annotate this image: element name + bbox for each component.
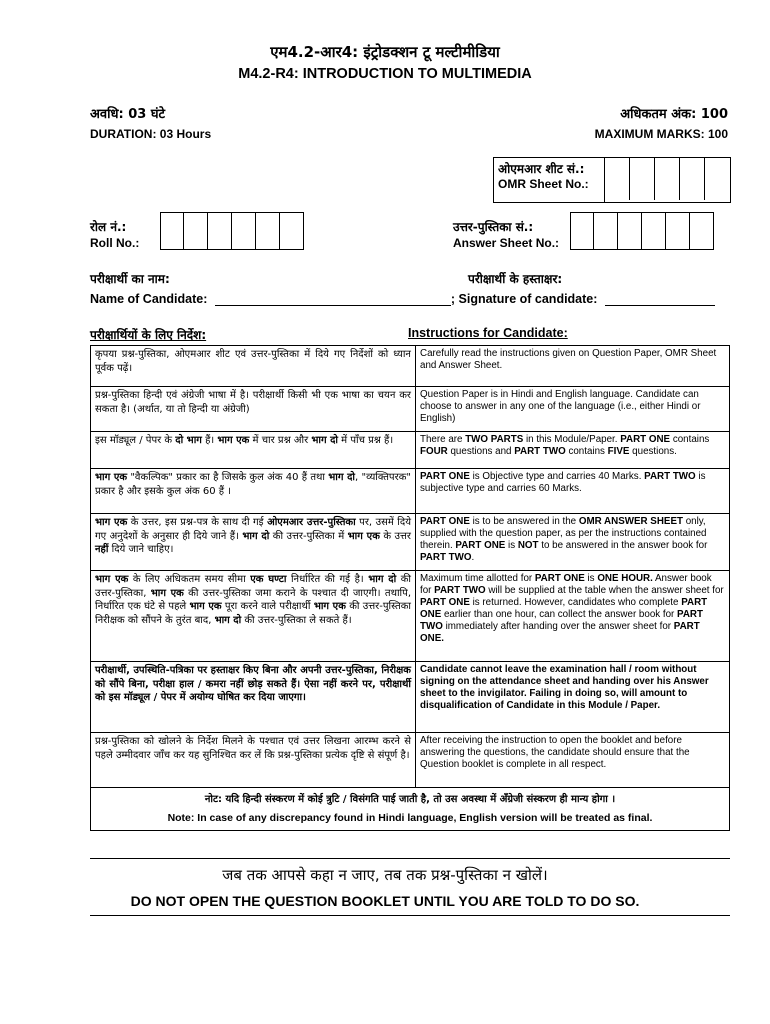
note-english: Note: In case of any discrepancy found in Hindi language, English version will be treated as final. <box>167 811 653 824</box>
omr-sheet-box <box>493 157 731 203</box>
max-marks-english: MAXIMUM MARKS: 100 <box>594 127 728 141</box>
instructions-heading-english: Instructions for Candidate: <box>408 326 568 340</box>
title-english: M4.2-R4: INTRODUCTION TO MULTIMEDIA <box>238 66 532 82</box>
instructions-table <box>90 345 730 831</box>
instruction-hindi: परीक्षार्थी, उपस्थिति-पत्रिका पर हस्ताक्षर किए बिना और अपनी उत्तर-पुस्तिका, निरीक्षक को सौंपे बिना, परीक्षा हाल / कमरा नहीं छोड़ सकते हैं। ऐसा नहीं करने पर, परीक्षार्थी को इस मॉड्यूल / पेपर में अयोग्य घोषित कर दिया जाएगा। <box>91 662 416 733</box>
instruction-hindi: प्रश्न-पुस्तिका हिन्दी एवं अंग्रेजी भाषा में है। परीक्षार्थी किसी भी एक भाषा का चयन कर सकता है। (अर्थात, या तो हिन्दी या अंग्रेजी) <box>91 387 416 432</box>
instruction-english: Candidate cannot leave the examination hall / room without signing on the attendance sheet and handing over his Answer sheet to the invigilator. Failing in doing so, will amount to disqualification of Candidate in this Module / Paper. <box>416 662 730 733</box>
omr-label-hindi: ओएमआर शीट सं.: <box>498 162 585 176</box>
roll-label-hindi: रोल नं.: <box>90 220 127 234</box>
instruction-english: PART ONE is Objective type and carries 40 Marks. PART TWO is subjective type and carries 60 Marks. <box>416 469 730 514</box>
instruction-row <box>91 469 730 514</box>
instruction-row <box>91 733 730 788</box>
signature-label-hindi: परीक्षार्थी के हस्ताक्षर: <box>468 272 563 286</box>
instruction-hindi: भाग एक के लिए अधिकतम समय सीमा एक घण्टा निर्धारित की गई है। भाग दो की उत्तर-पुस्तिका, भाग एक की उत्तर-पुस्तिका जमा कराने के पश्चात दी जाएगी। तथापि, निर्धारित एक घंटे से पहले भाग एक पूरा करने वाले परीक्षार्थी भाग एक की उत्तर-पुस्तिका निरीक्षक को सौंपने के तुरंत बाद, भाग दो की उत्तर-पुस्तिका ले सकते हैं। <box>91 571 416 662</box>
roll-number-boxes[interactable] <box>160 212 304 250</box>
omr-number-cells[interactable] <box>605 158 730 202</box>
duration-hindi: अवधि: 03 घंटे <box>90 107 166 122</box>
answer-sheet-boxes[interactable] <box>570 212 714 250</box>
note-cell <box>91 788 730 831</box>
title-hindi: एम4.2-आर4: इंट्रोडक्शन टू मल्टीमीडिया <box>270 43 500 61</box>
footer-divider-bottom <box>90 915 730 916</box>
omr-label-english: OMR Sheet No.: <box>498 177 589 191</box>
footer-warning-english: DO NOT OPEN THE QUESTION BOOKLET UNTIL YOU ARE TOLD TO DO SO. <box>130 893 640 909</box>
note-hindi: नोट: यदि हिन्दी संस्करण में कोई त्रुटि / विसंगति पाई जाती है, तो उस अवस्था में अँग्रेजी संस्करण ही मान्य होगा । <box>204 794 616 805</box>
roll-label-english: Roll No.: <box>90 236 140 250</box>
signature-input-line[interactable] <box>605 305 715 306</box>
instruction-row <box>91 432 730 469</box>
instruction-row <box>91 662 730 733</box>
instruction-hindi: भाग एक "वैकल्पिक" प्रकार का है जिसके कुल अंक 40 हैं तथा भाग दो, "व्यक्तिपरक" प्रकार है और इसके कुल अंक 60 हैं । <box>91 469 416 514</box>
instruction-english: Carefully read the instructions given on Question Paper, OMR Sheet and Answer Sheet. <box>416 346 730 387</box>
instruction-english: Maximum time allotted for PART ONE is ONE HOUR. Answer book for PART TWO will be supplied at the table when the answer sheet for PART ONE is returned. However, candidates who complete PART ONE earlier than one hour, can collect the answer book for PART TWO immediately after handing over the answer sheet for PART ONE. <box>416 571 730 662</box>
signature-label-english: ; Signature of candidate: <box>450 292 598 306</box>
instruction-hindi: कृपया प्रश्न-पुस्तिका, ओएमआर शीट एवं उत्तर-पुस्तिका में दिये गए निर्देशों को ध्यान पूर्वक पढ़ें। <box>91 346 416 387</box>
instruction-row <box>91 514 730 571</box>
note-row <box>91 788 730 831</box>
duration-english: DURATION: 03 Hours <box>90 127 212 141</box>
footer-warning-hindi: जब तक आपसे कहा न जाए, तब तक प्रश्न-पुस्तिका न खोलें। <box>222 866 548 884</box>
max-marks-hindi: अधिकतम अंक: 100 <box>620 107 728 122</box>
instructions-heading-hindi: परीक्षार्थियों के लिए निर्देश: <box>90 328 207 342</box>
instruction-english: There are TWO PARTS in this Module/Paper. PART ONE contains FOUR questions and PART TWO contains FIVE questions. <box>416 432 730 469</box>
instruction-row <box>91 387 730 432</box>
instruction-hindi: इस मॉड्यूल / पेपर के दो भाग हैं। भाग एक में चार प्रश्न और भाग दो में पाँच प्रश्न हैं। <box>91 432 416 469</box>
instruction-row <box>91 571 730 662</box>
footer-divider-top <box>90 858 730 859</box>
name-row <box>90 292 715 306</box>
answer-sheet-label-hindi: उत्तर-पुस्तिका सं.: <box>453 220 534 234</box>
instruction-english: PART ONE is to be answered in the OMR ANSWER SHEET only, supplied with the question paper, as per the instructions contained therein. PART ONE is NOT to be answered in the answer book for PART TWO. <box>416 514 730 571</box>
instruction-row <box>91 346 730 387</box>
name-input-line[interactable] <box>215 305 451 306</box>
instruction-english: Question Paper is in Hindi and English language. Candidate can choose to answer in any one of the language (i.e., either Hindi or English) <box>416 387 730 432</box>
name-label-english: Name of Candidate: <box>90 292 208 306</box>
answer-sheet-label-english: Answer Sheet No.: <box>453 236 560 250</box>
name-label-hindi: परीक्षार्थी का नाम: <box>90 272 170 286</box>
instruction-english: After receiving the instruction to open the booklet and before answering the questions, the candidate should ensure that the Question booklet is complete in all respect. <box>416 733 730 788</box>
instruction-hindi: प्रश्न-पुस्तिका को खोलने के निर्देश मिलने के पश्चात एवं उत्तर लिखना आरम्भ करने से पहले उम्मीदवार जाँच कर यह सुनिश्चित कर लें कि प्रश्न-पुस्तिका प्रत्येक दृष्टि से संपूर्ण है। <box>91 733 416 788</box>
instruction-hindi: भाग एक के उत्तर, इस प्रश्न-पत्र के साथ दी गई ओएमआर उत्तर-पुस्तिका पर, उसमें दिये गए अनुदेशों के अनुसार ही दिये जाने हैं। भाग दो की उत्तर-पुस्तिका में भाग एक के उत्तर नहीं दिये जाने चाहिए। <box>91 514 416 571</box>
